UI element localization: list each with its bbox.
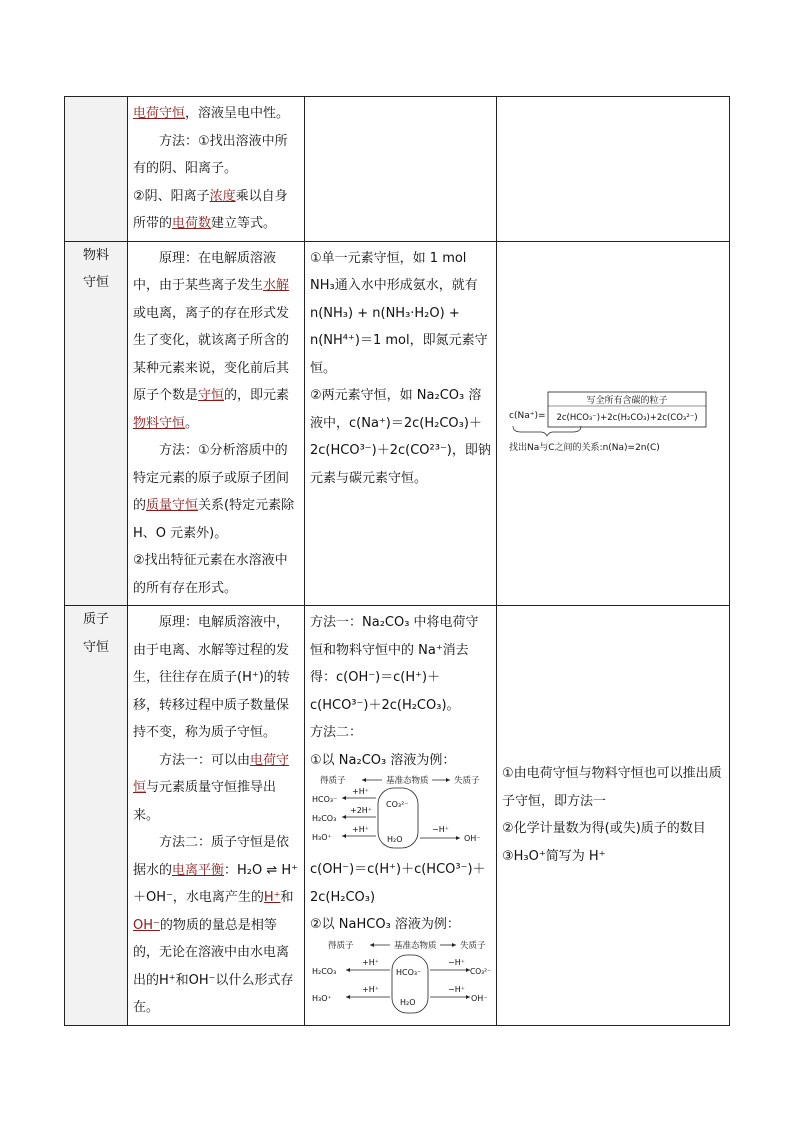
proton-m1: 方法一：Na₂CO₃ 中将电荷守恒和物料守恒中的 Na⁺消去得：c(OH⁻)＝c(H⁺)＋c(HCO³⁻)＋2c(H₂CO₃)。 [310,615,479,713]
note-1: ①由电荷守恒与物料守恒也可以推出质子守恒，即方法一 [502,766,722,809]
arrow-label-3: +H⁺ [352,825,369,834]
right-arrow-tip [456,836,460,840]
hydrolysis-link[interactable]: 水解 [263,278,290,293]
head-left: 得质子 [320,776,346,786]
right-arrow-label-1: −H⁺ [448,957,465,967]
base-species-2: H₂O [387,835,403,844]
material-diagram-cell [497,241,730,606]
principle-a: 原理：在电解质溶液中，由于某些离子发生 [133,250,277,293]
arrow-label-1: +H⁺ [352,787,369,796]
right-species-2: OH⁻ [471,993,488,1003]
head-right: 失质子 [454,776,480,786]
right-arrow-label: −H⁺ [432,825,449,834]
note-3: ③H₃O⁺简写为 H⁺ [502,848,606,864]
method2-a: ②阴、阳离子 [133,188,210,204]
charge-conservation-link[interactable]: 电荷守恒 [133,106,186,121]
empty-cell [497,97,730,242]
head-arrow-right-tip [452,943,456,947]
principle-end-text: ，溶液呈电中性。 [185,106,290,121]
head-mid: 基准态物质 [394,940,437,951]
material-method-2: ②找出特征元素在水溶液中的所有存在形式。 [133,553,288,596]
material-principle-cell [128,241,305,606]
head-right: 失质子 [460,940,486,951]
material-example-cell [305,241,497,606]
head-arrow-right-tip [446,778,450,782]
material-principle [133,245,299,438]
example-2: ②两元素守恒，如 Na₂CO₃ 溶液中，c(Na⁺)＝2c(H₂CO₃)＋2c(HCO³⁻)＋2c(CO²³⁻)，即钠元素与碳元素守恒。 [310,388,491,486]
proton-notes-cell [497,606,730,1026]
conservation-link[interactable]: 守恒 [198,388,225,403]
row-proton-conservation [65,606,730,1026]
left-species-2: H₂CO₃ [312,814,337,823]
method1-a: 方法一：可以由 [159,752,251,768]
box-formula: 2c(HCO₃⁻)+2c(H₂CO₃)+2c(CO₃²⁻) [556,413,698,423]
arrow-3-tip [342,834,346,838]
row-material-conservation [65,241,730,606]
base-species-1: CO₃²⁻ [386,800,409,809]
proton-m2-ex1: ①以 Na₂CO₃ 溶液为例： [310,752,456,768]
proton-principle-cell [128,606,305,1026]
row-label-empty [65,97,128,242]
proton-m2-title: 方法二： [310,725,363,740]
arrow-2-tip [346,995,350,999]
right-arrow-2-tip [466,995,470,999]
method2-c: 建立等式。 [211,216,277,231]
charge-conservation-link[interactable]: 电荷守恒 [133,752,290,795]
method1-b: 与元素质量守恒推导出来。 [133,780,277,823]
method-b: 关系(特定元素除 H、O 元素外)。 [133,498,295,541]
arrow-label-2: +H⁺ [362,984,379,994]
h-ion-link[interactable]: H⁺ [263,890,281,905]
right-arrow-label-2: −H⁺ [448,984,465,994]
na2co3-proton-diagram [310,774,492,856]
head-arrow-left-tip [362,778,366,782]
method-2 [133,183,299,238]
ionization-equilibrium-link[interactable]: 电离平衡 [172,862,225,878]
base-species-1: HCO₃⁻ [396,967,422,977]
principle-c: 的，即元素 [224,388,290,403]
method-label: 方法： [159,133,199,149]
empty-cell [305,97,497,242]
mass-conservation-link[interactable]: 质量守恒 [146,498,199,513]
head-mid: 基准态物质 [386,776,429,786]
example-1: ①单一元素守恒，如 1 mol NH₃通入水中形成氨水，就有 n(NH₃) + n(NH₃·H₂O) + n(NH⁴⁺)＝1 mol，即氮元素守恒。 [310,250,488,376]
right-species-1: CO₃²⁻ [470,966,492,976]
principle-b: 或电离，离子的存在形式发生了变化，就该离子所含的某种元素来说，变化前后其原子个数是 [133,305,290,403]
method-1 [133,128,299,183]
proton-method-2 [133,829,299,1022]
conservation-table [64,96,730,1026]
arrow-2-tip [342,815,346,819]
oh-ion-link[interactable]: OH⁻ [133,917,160,933]
row-label: 物料守恒 [65,241,128,606]
head-arrow-left-tip [370,943,374,947]
principle-d: 。 [185,415,199,431]
arrow-label-1: +H⁺ [362,957,379,967]
arrow-label-2: +2H⁺ [350,806,373,815]
method1-text: ①找出溶液中所有的阴、阳离子。 [133,133,288,176]
material-conservation-link[interactable]: 物料守恒 [133,415,186,431]
head-left: 得质子 [328,940,354,951]
method2-d: 的物质的量总是相等的，无论在溶液中由水电离出的H⁺和OH⁻以什么形式存在。 [133,917,294,1015]
arrow-1-tip [346,968,350,972]
method2-a: 方法二：质子守恒是依据水的 [133,835,290,878]
lhs-text: c(Na⁺)= [509,411,546,421]
proton-eq1: c(OH⁻)＝c(H⁺)＋c(HCO³⁻)＋2c(H₂CO₃) [310,862,486,905]
row-label: 质子守恒 [65,606,128,1026]
arrow-1-tip [342,796,346,800]
proton-principle: 原理：电解质溶液中，由于电离、水解等过程的发生，往往存在质子(H⁺)的转移，转移过程中质子数量保持不变，称为质子守恒。 [133,615,290,740]
row-charge-conservation [65,97,730,242]
left-species-3: H₃O⁺ [312,833,332,842]
left-species-1: H₂CO₃ [312,966,337,976]
left-species-2: H₃O⁺ [312,993,332,1003]
brace [513,426,581,436]
base-species-2: H₂O [400,997,416,1007]
charge-number-link[interactable]: 电荷数 [172,216,212,231]
method-a: 方法：①分析溶质中的特定元素的原子或原子团间的 [133,443,290,513]
proton-method-1 [133,747,299,830]
charge-principle-cell [128,97,305,242]
proton-example-cell [305,606,497,1026]
method2-c: 和 [280,890,294,905]
nahco3-proton-diagram [310,939,492,1017]
material-method [133,437,299,547]
caption: 找出Na与C之间的关系:n(Na)=2n(C) [509,443,660,453]
method2-b: ：H₂O ⇌ H⁺＋OH⁻，水电离产生的 [133,862,299,905]
left-species-1: HCO₃⁻ [312,795,338,804]
right-species-1: OH⁻ [464,834,481,843]
concentration-link[interactable]: 浓度 [209,188,236,204]
method2-b: 乘以自身所带的 [133,188,288,231]
note-2: ②化学计量数为得(或失)质子的数目 [502,821,706,837]
principle-end [133,100,299,128]
sodium-carbon-diagram [497,378,728,458]
proton-m2-ex2: ②以 NaHCO₃ 溶液为例： [310,917,460,932]
box-title: 写全所有含碳的粒子 [586,396,668,406]
